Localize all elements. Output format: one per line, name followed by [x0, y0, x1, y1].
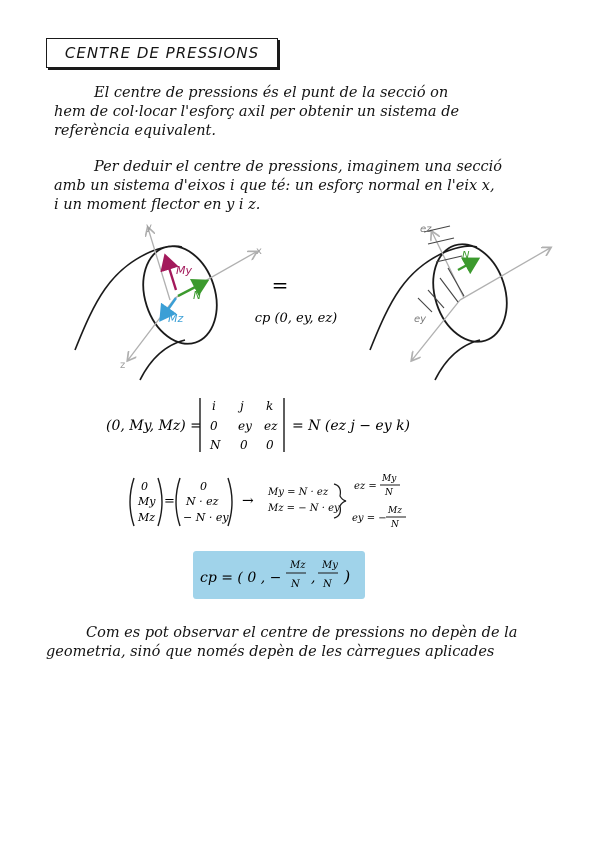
result-frac1-num: Mz	[290, 560, 306, 571]
axis-z	[128, 298, 175, 360]
result-ez-den: N	[385, 488, 393, 498]
vector-equals: =	[164, 494, 175, 509]
det-cell: N	[210, 438, 221, 452]
det-cell: 0	[266, 438, 274, 452]
beam-outline	[435, 340, 480, 380]
moment-z-label: Mz	[168, 312, 184, 325]
det-cell: j	[240, 399, 244, 413]
det-cell: ey	[238, 419, 252, 433]
equation-my: My = N · ez	[268, 487, 329, 498]
page-title: CENTRE DE PRESSIONS	[46, 38, 278, 68]
conclusion-line: geometria, sinó que només depèn de les càrregues aplicades	[46, 644, 495, 660]
ey-label: ey	[414, 314, 427, 325]
axis-y-label: y	[146, 222, 152, 233]
moment-y-arrow	[166, 258, 176, 290]
beam-outline	[370, 246, 477, 350]
det-cell: 0	[210, 419, 218, 433]
vector-cell: My	[138, 495, 156, 508]
right-section-diagram	[370, 224, 550, 380]
implies-arrow: →	[242, 493, 254, 509]
beam-outline	[140, 340, 185, 380]
result-ey-lhs: ey = −	[352, 513, 387, 524]
moment-y-label: My	[176, 264, 193, 277]
vector-cell: 0	[200, 480, 207, 493]
result-ey-num: Mz	[388, 506, 402, 516]
intro-line: El centre de pressions és el punt de la secció on	[94, 85, 449, 101]
determinant-rhs: = N (ez j − ey k)	[292, 418, 411, 434]
normal-force-arrow	[458, 260, 476, 270]
result-frac1-den: N	[291, 579, 300, 590]
det-cell: ez	[264, 419, 278, 433]
det-cell: k	[266, 399, 274, 413]
result-suffix: )	[344, 567, 351, 586]
deduction-line: Per deduir el centre de pressions, imaginem una secció	[94, 159, 503, 175]
result-ez-num: My	[382, 474, 397, 484]
normal-force-label: N	[462, 250, 470, 261]
equation-mz: Mz = − N · ey	[268, 503, 340, 514]
section-ellipse	[421, 235, 518, 352]
deduction-line: amb un sistema d'eixos i que té: un esforç normal en l'eix x,	[54, 178, 495, 194]
result-frac2-num: My	[322, 560, 338, 571]
deduction-line: i un moment flector en y i z.	[54, 197, 261, 213]
vector-equations	[130, 474, 406, 530]
axis-x-label: x	[256, 246, 262, 257]
vector-cell: 0	[141, 480, 148, 493]
dimension-hatching	[418, 226, 464, 312]
result-formula	[200, 560, 350, 590]
normal-force-label: N	[193, 289, 202, 302]
determinant-lhs: (0, My, Mz) =	[106, 418, 202, 434]
intro-line: referència equivalent.	[54, 123, 216, 139]
equivalence-symbol: =	[271, 273, 289, 297]
vector-cell: Mz	[138, 511, 156, 524]
result-ez-lhs: ez =	[354, 481, 377, 492]
result-separator: ,	[311, 570, 316, 586]
result-frac2-den: N	[323, 579, 332, 590]
left-section-diagram	[75, 222, 262, 380]
det-cell: 0	[240, 438, 248, 452]
determinant-equation	[106, 398, 410, 452]
conclusion-paragraph	[46, 624, 566, 662]
result-prefix: cp = ( 0 , −	[200, 570, 282, 586]
axis-z-label: z	[120, 360, 126, 371]
conclusion-line: Com es pot observar el centre de pressions no depèn de la	[86, 625, 518, 641]
vector-cell: N · ez	[186, 495, 219, 508]
vector-cell: − N · ey	[183, 511, 229, 524]
cp-label: cp (0, ey, ez)	[254, 311, 338, 326]
result-ey-den: N	[391, 520, 399, 530]
intro-line: hem de col·locar l'esforç axil per obtenir un sistema de	[54, 104, 460, 120]
ez-label: ez	[420, 224, 432, 235]
det-cell: i	[212, 399, 216, 413]
